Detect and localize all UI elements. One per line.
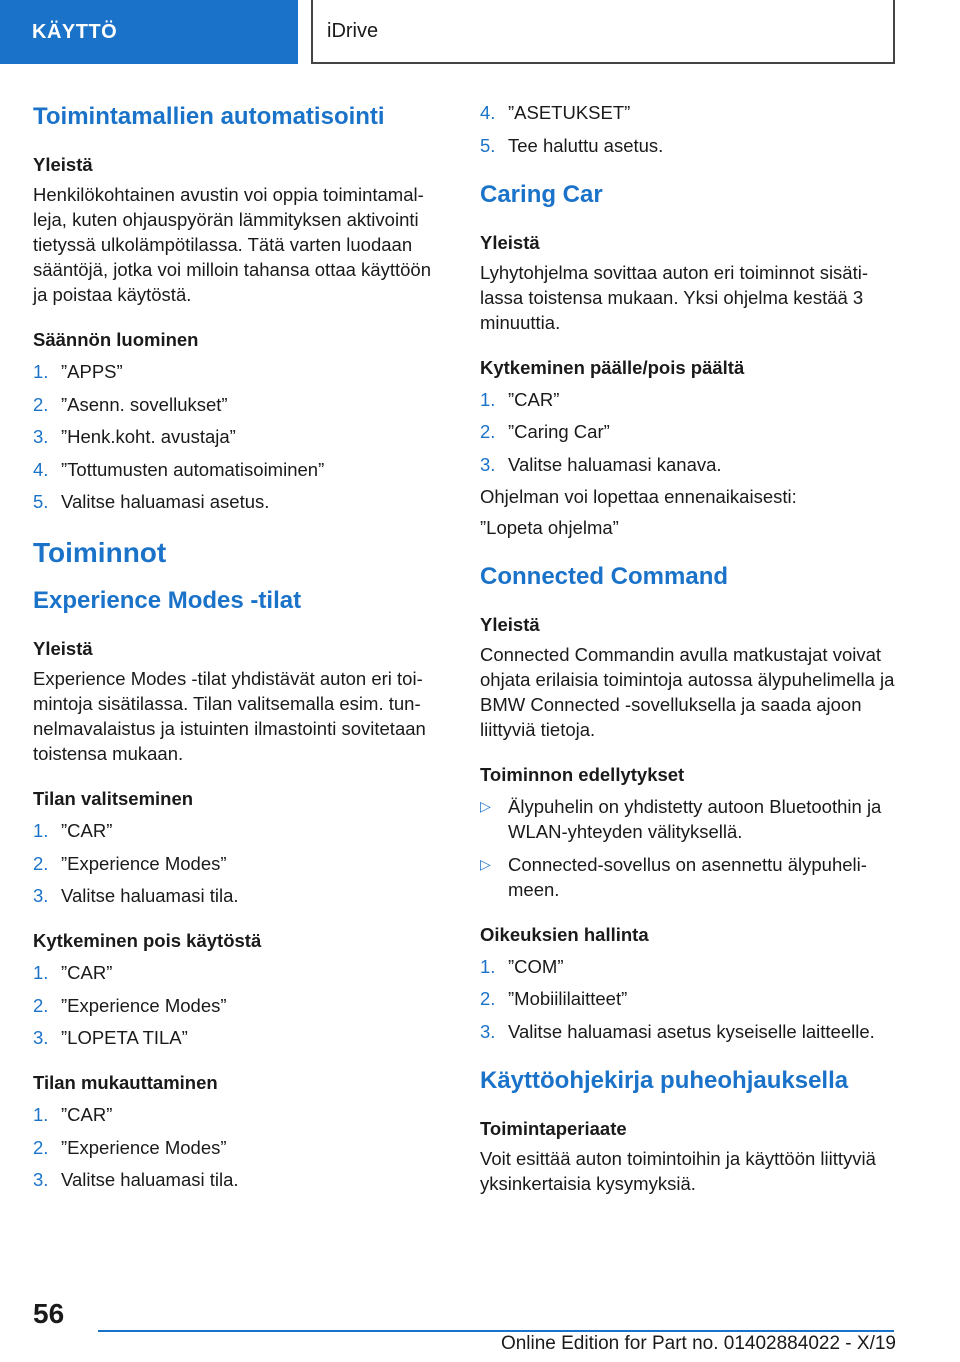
select-block xyxy=(33,786,443,908)
bullet-list xyxy=(480,794,900,902)
step-number: 2. xyxy=(33,393,49,415)
section-label: KÄYTTÖ xyxy=(32,20,118,43)
step-text: Valitse haluamasi kanava. xyxy=(508,453,722,475)
general-block xyxy=(480,230,900,335)
step-text: Valitse haluamasi asetus kyseiselle laitteelle. xyxy=(508,1020,875,1042)
section-tab xyxy=(0,0,298,64)
paragraph: Voit esittää auton toimintoihin ja käyttöön liittyviä yksinkertaisia kysymyksiä. xyxy=(480,1147,876,1194)
list-item xyxy=(33,359,443,384)
subheading: Tilan valitseminen xyxy=(33,788,194,809)
list-item xyxy=(33,489,443,514)
subheading: Oikeuksien hallinta xyxy=(480,923,649,945)
triangle-bullet-icon: ▷ xyxy=(480,798,491,814)
list-item xyxy=(480,452,900,477)
section-title: Experience Modes -tilat xyxy=(33,587,302,614)
step-text: ”CAR” xyxy=(508,388,560,410)
list-item xyxy=(480,133,900,158)
step-text: Valitse haluamasi tila. xyxy=(61,1169,239,1190)
step-number: 3. xyxy=(33,1027,49,1048)
paragraph: ”Lopeta ohjelma” xyxy=(480,517,619,538)
step-list xyxy=(33,818,443,908)
step-text: ”Tottumusten automatisoiminen” xyxy=(61,458,325,480)
step-number: 3. xyxy=(480,1020,496,1042)
list-item xyxy=(480,794,900,844)
step-text: ”APPS” xyxy=(61,361,123,382)
step-number: 4. xyxy=(480,102,496,123)
step-list xyxy=(33,960,443,1050)
step-list xyxy=(33,359,443,514)
subheading: Toimintaperiaate xyxy=(480,1117,627,1139)
step-text: ”Experience Modes” xyxy=(61,852,227,874)
list-item xyxy=(33,1102,443,1127)
continued-steps xyxy=(480,100,900,158)
step-number: 1. xyxy=(33,361,49,382)
step-text: ”CAR” xyxy=(61,962,113,983)
step-number: 3. xyxy=(33,885,49,906)
step-text: ”COM” xyxy=(508,955,564,977)
rights-block xyxy=(480,922,900,1044)
step-number: 1. xyxy=(480,388,496,410)
subheading: Kytkeminen pois käytöstä xyxy=(33,930,262,951)
principle-block xyxy=(480,1116,900,1196)
step-text: ”Experience Modes” xyxy=(61,994,227,1016)
list-item xyxy=(480,852,900,902)
section-title: Caring Car xyxy=(480,180,603,208)
item-text: Connected-sovellus on asennettu älypuhelimeen. xyxy=(508,853,867,900)
step-number: 5. xyxy=(480,134,496,156)
list-item xyxy=(480,1019,900,1044)
step-number: 1. xyxy=(480,955,496,977)
chapter-title: Toiminnot xyxy=(33,537,167,568)
list-item xyxy=(480,986,900,1011)
step-text: Valitse haluamasi asetus. xyxy=(61,491,270,512)
list-item xyxy=(33,993,443,1018)
paragraph: Lyhytohjelma sovittaa auton eri toiminnot sisätilassa toistensa mukaan. Yksi ohjelma kestää 3 minuuttia. xyxy=(480,261,869,333)
subheading: Yleistä xyxy=(480,231,540,253)
step-text: ”Experience Modes” xyxy=(61,1136,227,1158)
step-text: Valitse haluamasi tila. xyxy=(61,885,239,906)
triangle-bullet-icon: ▷ xyxy=(480,855,491,872)
step-number: 1. xyxy=(33,820,49,841)
off-block xyxy=(33,928,443,1050)
list-item xyxy=(33,1167,443,1192)
general-block xyxy=(33,152,443,307)
right-column xyxy=(480,100,900,1216)
subheading: Tilan mukauttaminen xyxy=(33,1072,218,1093)
step-text: ”LOPETA TILA” xyxy=(61,1027,188,1048)
step-text: ”Asenn. sovellukset” xyxy=(61,393,228,415)
step-number: 3. xyxy=(33,426,49,447)
step-text: ”Henk.koht. avustaja” xyxy=(61,426,236,447)
step-number: 2. xyxy=(33,994,49,1016)
list-item xyxy=(480,387,900,412)
item-text: Älypuhelin on yhdistetty autoon Bluetoothin ja WLAN-yhteyden välityksellä. xyxy=(508,796,882,842)
subheading: Yleistä xyxy=(480,614,540,635)
subheading: Säännön luominen xyxy=(33,329,199,350)
step-number: 5. xyxy=(33,491,49,512)
footer-edition: Online Edition for Part no. 01402884022 - X/19 xyxy=(500,1333,896,1354)
section-title: Käyttöohjekirja puheohjauksella xyxy=(480,1066,849,1094)
step-number: 2. xyxy=(480,421,496,442)
step-text: ”CAR” xyxy=(61,1104,113,1125)
list-item xyxy=(33,883,443,908)
general-block xyxy=(480,612,900,742)
subheading: Yleistä xyxy=(33,154,93,175)
requirements-block xyxy=(480,762,900,902)
list-item xyxy=(33,818,443,843)
list-item xyxy=(33,1025,443,1050)
step-number: 4. xyxy=(33,458,49,480)
left-column xyxy=(33,100,443,1212)
onoff-block xyxy=(480,355,900,541)
step-list xyxy=(480,954,900,1044)
list-item xyxy=(33,392,443,417)
step-number: 2. xyxy=(480,988,496,1009)
page-number: 56 xyxy=(33,1298,65,1329)
chapter-header xyxy=(311,0,895,64)
paragraph: Connected Commandin avulla matkustajat voivat ohjata erilaisia toimintoja autossa älypuhelimella ja BMW Connected -sovelluksella ja saada ajoon liittyviä tietoja. xyxy=(480,644,895,740)
step-list xyxy=(480,100,900,158)
general-block xyxy=(33,636,443,766)
list-item xyxy=(480,100,900,125)
step-text: Tee haluttu asetus. xyxy=(508,134,664,156)
subheading: Kytkeminen päälle/pois päältä xyxy=(480,356,745,378)
section-title: Connected Command xyxy=(480,563,729,590)
list-item xyxy=(33,424,443,449)
step-list xyxy=(33,1102,443,1192)
list-item xyxy=(480,419,900,444)
paragraph: Ohjelman voi lopettaa ennenaikaisesti: xyxy=(480,486,797,507)
step-text: ”Caring Car” xyxy=(508,421,610,442)
footer-divider xyxy=(98,1330,894,1332)
step-number: 3. xyxy=(480,453,496,475)
step-text: ”Mobiililaitteet” xyxy=(508,988,628,1009)
section-title: Toimintamallien automatisointi xyxy=(33,103,385,130)
paragraph: Henkilökohtainen avustin voi oppia toimintamalleja, kuten ohjauspyörän lämmityksen aktivointi tietyssä ulkolämpötilassa. Tätä varten luodaan sääntöjä, jotka voi milloin tahansa ottaa käyttöön ja poistaa käytöstä. xyxy=(33,184,431,305)
step-number: 2. xyxy=(33,852,49,874)
step-number: 2. xyxy=(33,1136,49,1158)
chapter-label: iDrive xyxy=(327,19,379,42)
step-list xyxy=(480,387,900,477)
step-number: 1. xyxy=(33,1104,49,1125)
step-number: 3. xyxy=(33,1169,49,1190)
list-item xyxy=(33,851,443,876)
step-number: 1. xyxy=(33,962,49,983)
subheading: Yleistä xyxy=(33,638,93,659)
list-item xyxy=(33,457,443,482)
step-text: ”ASETUKSET” xyxy=(508,102,631,123)
rule-block xyxy=(33,327,443,514)
list-item xyxy=(33,1135,443,1160)
custom-block xyxy=(33,1070,443,1192)
subheading: Toiminnon edellytykset xyxy=(480,764,685,785)
list-item xyxy=(33,960,443,985)
step-text: ”CAR” xyxy=(61,820,113,841)
paragraph: Experience Modes -tilat yhdistävät auton eri toimintoja sisätilassa. Tilan valitsemalla esim. tunnelmavalaistus ja istuinten ilmastointi sovitetaan toistensa mukaan. xyxy=(33,668,426,764)
list-item xyxy=(480,954,900,979)
